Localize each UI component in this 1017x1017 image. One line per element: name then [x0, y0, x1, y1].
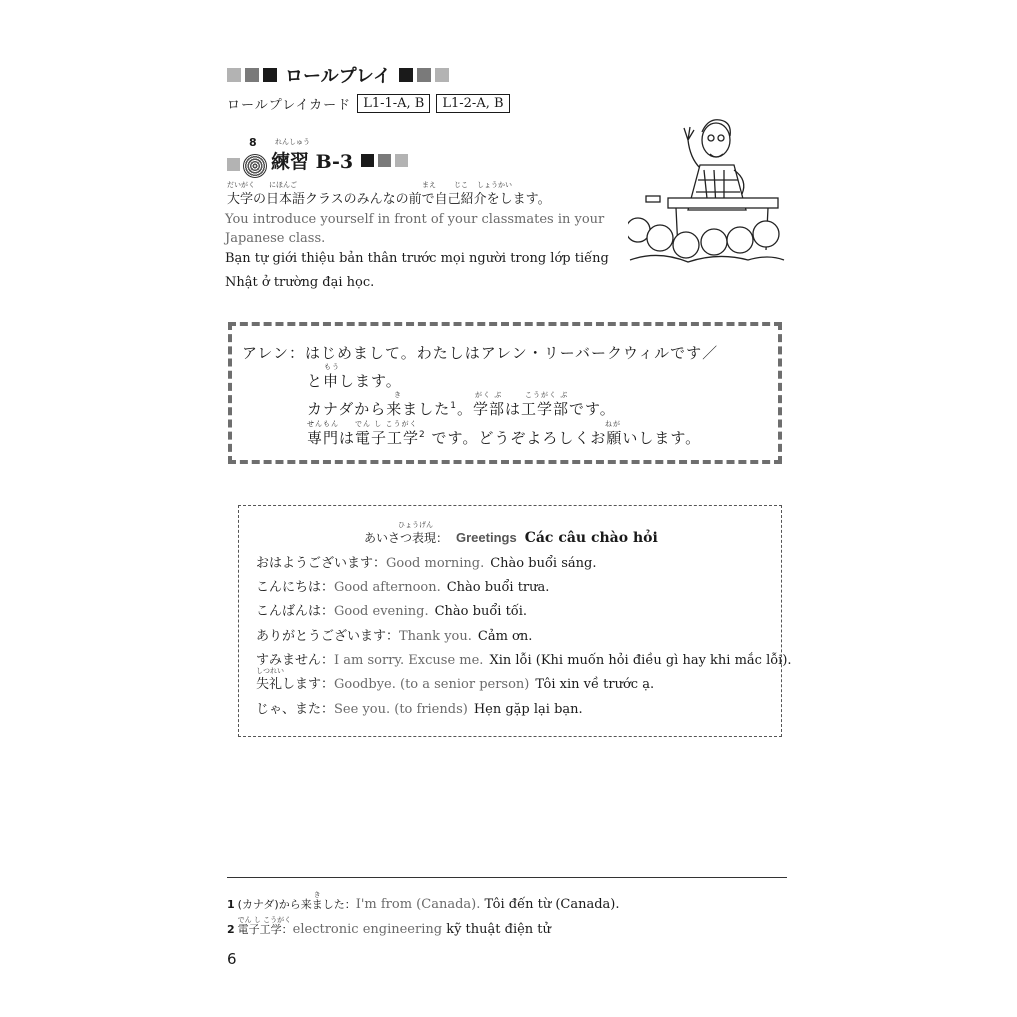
header-square-icon: [245, 68, 259, 82]
header-square-icon: [395, 154, 408, 167]
header-square-icon: [263, 68, 277, 82]
page-number: 6: [227, 950, 237, 968]
greeting-vi: Chào buổi tối.: [434, 604, 528, 619]
dialog-line-3a: カナダから来ました: [307, 400, 451, 418]
footnote-number: 2: [227, 923, 235, 936]
greeting-en: Good afternoon.: [334, 580, 441, 595]
greeting-vi: Hẹn gặp lại bạn.: [473, 702, 583, 717]
roleplay-card-ref: L1-1-A, B: [357, 94, 430, 113]
greeting-vi: Cảm ơn.: [477, 629, 533, 644]
greeting-vi: Chào buổi sáng.: [490, 556, 597, 571]
greetings-title-jp-text: あいさつ表現：: [364, 531, 449, 545]
greeting-jp: 失礼します：: [256, 677, 335, 692]
ruby-kougakubu: こうがく ぶ: [525, 391, 569, 399]
dialog-line-4b: です。どうぞよろしくお願いします。: [425, 429, 702, 447]
dialog-line-3b: 。学部は工学部です。: [457, 400, 616, 418]
dialog-line-2-text: と申します。: [307, 372, 402, 390]
greeting-row: [256, 552, 596, 571]
ruby-nega: ねが: [605, 420, 621, 428]
header-square-icon: [227, 158, 240, 171]
ruby-gakubu: がく ぶ: [475, 391, 503, 399]
dialog-line-1: アレン：はじめまして。わたしはアレン・リーバークウィルです／: [242, 344, 719, 362]
dialog-line-4a: 専門は電子工学: [307, 429, 420, 447]
footnote-vi: kỹ thuật điện tử: [446, 922, 551, 937]
greeting-en: Good evening.: [334, 604, 429, 619]
greeting-row: [256, 698, 583, 717]
greetings-title-en: Greetings: [456, 530, 517, 545]
footnote-ref-2: 2: [419, 430, 426, 440]
greeting-vi: Chào buổi trưa.: [446, 580, 550, 595]
footnote-ruby: き: [313, 891, 321, 899]
footnote-jp-text: (カナダ)から来ました：: [237, 898, 356, 911]
greeting-row: [256, 667, 655, 692]
greeting-jp: じゃ、また：: [256, 702, 335, 717]
dialog-line-3: [307, 391, 616, 419]
ruby-jiko: じこ: [454, 181, 468, 189]
footnote-en: I'm from (Canada).: [355, 897, 481, 912]
ruby-denshikougaku: でん し こうがく: [355, 420, 418, 428]
footnote-ref-1: 1: [450, 401, 457, 411]
footnote-vi: Tôi đến từ (Canada).: [484, 897, 620, 912]
instruction-jp: [227, 181, 551, 207]
greeting-vi: Tôi xin về trước ạ.: [535, 677, 655, 692]
roleplay-card-ref: L1-2-A, B: [436, 94, 509, 113]
footnote-jp: [237, 916, 293, 936]
exercise-title: [271, 137, 354, 174]
ruby-hyougen: ひょうげん: [398, 521, 433, 529]
greeting-en: I am sorry. Excuse me.: [334, 653, 484, 668]
instruction-vi: Bạn tự giới thiệu bản thân trước mọi người trong lớp tiếng Nhật ở trường đại học.: [225, 251, 609, 290]
greetings-title-vi: Các câu chào hỏi: [524, 530, 658, 546]
ruby-daigaku: だいがく: [227, 181, 255, 189]
exercise-title-text: 練習 B-3: [271, 150, 354, 173]
header-square-icon: [399, 68, 413, 82]
exercise-title-ruby: れんしゅう: [275, 137, 310, 146]
footnote-jp: [237, 891, 356, 911]
greeting-jp: こんばんは：: [256, 604, 335, 619]
greeting-row: [256, 625, 532, 644]
instruction-jp-text: 大学の日本語クラスのみんなの前で自己紹介をします。: [227, 192, 551, 207]
greeting-vi: Xin lỗi (Khi muốn hỏi điều gì hay khi mắc lỗi).: [489, 653, 792, 668]
greetings-title-jp: [364, 521, 449, 546]
greeting-en: See you. (to friends): [334, 702, 468, 717]
speaker-illustration: [628, 110, 786, 280]
roleplay-card-row: [227, 94, 510, 113]
header-square-icon: [435, 68, 449, 82]
greeting-row: [256, 649, 792, 668]
instruction-en: You introduce yourself in front of your classmates in your Japanese class.: [225, 212, 605, 246]
greeting-en: Goodbye. (to a senior person): [334, 677, 530, 692]
exercise-header: [227, 136, 408, 180]
greeting-en: Thank you.: [399, 629, 472, 644]
greetings-title: [364, 521, 658, 546]
footnote-en: electronic engineering: [292, 922, 443, 937]
footnote-ruby: でん し こうがく: [237, 916, 292, 924]
ruby-shitsurei: しつれい: [256, 667, 284, 675]
greeting-en: Good morning.: [386, 556, 485, 571]
track-number: 8: [249, 136, 257, 149]
header-square-icon: [361, 154, 374, 167]
dialog-line-2: [307, 363, 402, 391]
section-title: ロールプレイ: [285, 66, 392, 87]
greeting-jp: すみません：: [256, 653, 335, 668]
ruby-mae: まえ: [422, 181, 436, 189]
header-square-icon: [227, 68, 241, 82]
dialog-line-4: [307, 420, 702, 448]
section-header: [227, 62, 449, 88]
footnote-number: 1: [227, 898, 235, 911]
ruby-senmon: せんもん: [307, 420, 339, 428]
ruby-ki: き: [394, 391, 402, 399]
greeting-row: [256, 576, 549, 595]
roleplay-card-label: ロールプレイカード: [227, 98, 352, 113]
header-square-icon: [417, 68, 431, 82]
ruby-shoukai: しょうかい: [477, 181, 512, 189]
greeting-jp: こんにちは：: [256, 580, 335, 595]
footnote-2: [227, 916, 551, 937]
greeting-jp: おはようございます：: [256, 556, 387, 571]
greeting-jp: ありがとうございます：: [256, 629, 400, 644]
ruby-mou: もう: [324, 363, 340, 371]
audio-track: [227, 136, 267, 180]
greeting-row: [256, 600, 527, 619]
ruby-nihongo: にほんご: [269, 181, 297, 189]
cd-icon: [243, 154, 267, 178]
footnote-jp-text: 電子工学：: [237, 923, 293, 936]
footnote-1: [227, 891, 620, 912]
footnote-divider: [227, 877, 787, 878]
header-square-icon: [378, 154, 391, 167]
